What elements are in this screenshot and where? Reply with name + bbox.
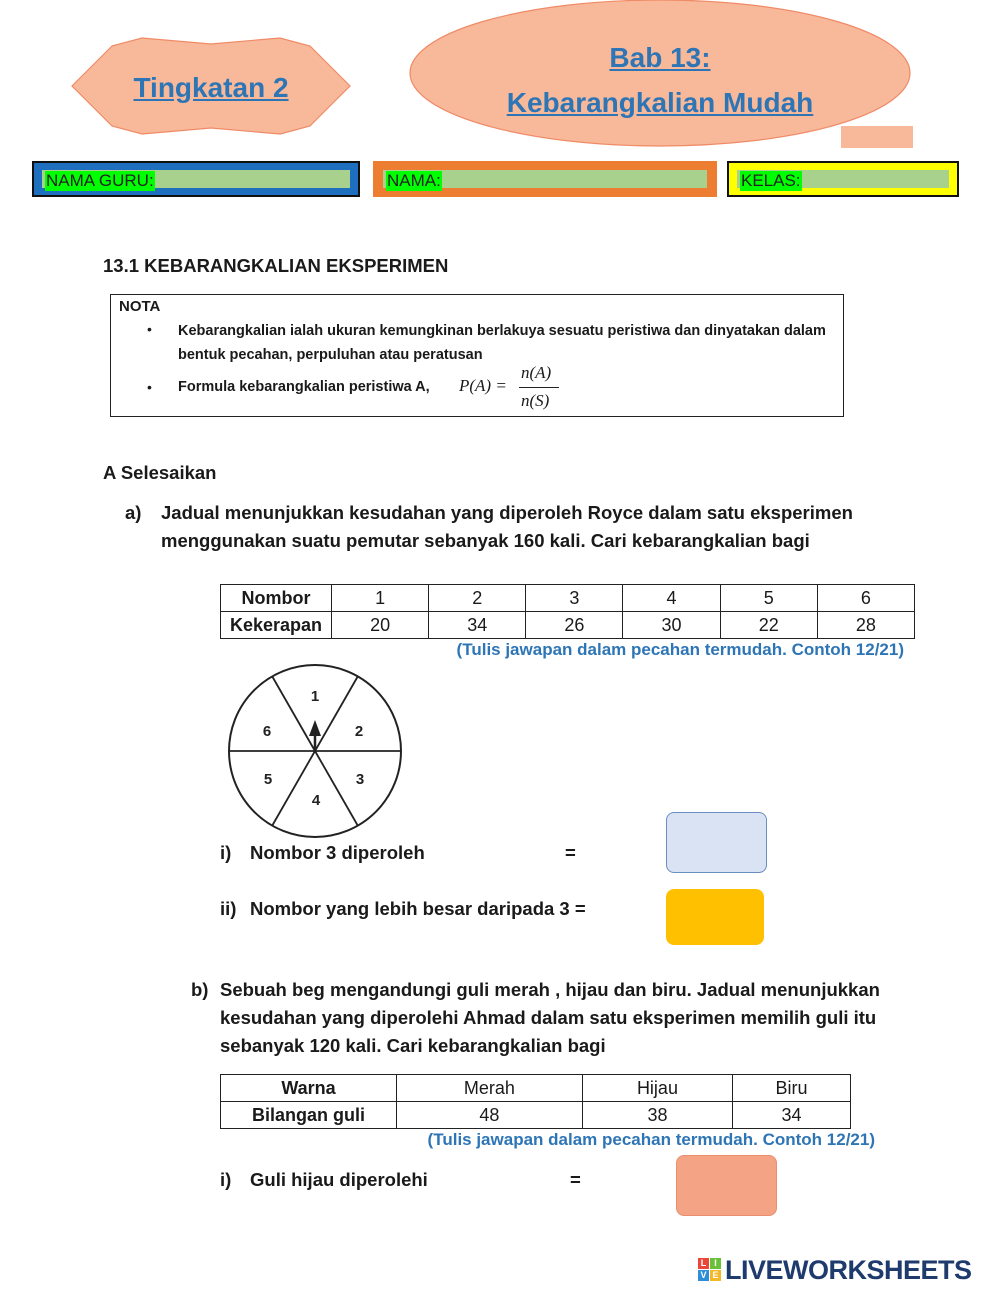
table-cell: 38	[582, 1102, 732, 1129]
question-a-ii-text: Nombor yang lebih besar daripada 3 =	[250, 898, 586, 919]
logo-wordmark: LIVEWORKSHEETS	[725, 1255, 972, 1285]
table-cell: 20	[332, 612, 429, 639]
task-heading: A Selesaikan	[103, 462, 217, 483]
table-cell: 2	[429, 585, 526, 612]
spinner-table	[220, 584, 915, 639]
class-field	[727, 161, 959, 197]
table-cell: 34	[429, 612, 526, 639]
table-cell: 6	[817, 585, 914, 612]
chapter-title-line1: Bab 13:	[609, 42, 711, 73]
teacher-name-field	[32, 161, 360, 197]
logo-letter: L	[698, 1258, 709, 1269]
table-cell: Hijau	[582, 1075, 732, 1102]
answer-box-b-i[interactable]	[676, 1155, 777, 1216]
spinner-diagram	[218, 664, 408, 844]
question-b-i-marker: i)	[220, 1169, 232, 1190]
formula-fraction-bar	[519, 387, 559, 388]
student-name-label: NAMA:	[387, 171, 441, 190]
table-cell: 4	[623, 585, 720, 612]
spinner-label: 1	[310, 688, 320, 705]
question-b-marker: b)	[191, 979, 209, 1000]
question-b-i-text: Guli hijau diperolehi	[250, 1169, 428, 1190]
spinner-label: 6	[262, 723, 272, 740]
table-cell: 48	[397, 1102, 583, 1129]
question-a-i-text: Nombor 3 diperoleh	[250, 842, 425, 863]
logo-letter: I	[710, 1258, 721, 1269]
spinner-label: 5	[263, 771, 273, 788]
question-b-hint: (Tulis jawapan dalam pecahan termudah. Contoh 12/21)	[427, 1130, 875, 1149]
teacher-name-label: NAMA GURU:	[46, 171, 154, 190]
student-name-field	[373, 161, 717, 197]
table-cell: 34	[733, 1102, 851, 1129]
table-cell: 26	[526, 612, 623, 639]
question-a-hint: (Tulis jawapan dalam pecahan termudah. Contoh 12/21)	[456, 640, 904, 659]
spinner-label: 4	[311, 792, 321, 809]
table-cell: 28	[817, 612, 914, 639]
table-cell: 3	[526, 585, 623, 612]
chapter-ellipse-shape	[405, 0, 920, 152]
table-header-number: Nombor	[221, 585, 332, 612]
question-b-i-equals: =	[570, 1169, 581, 1190]
class-label: KELAS:	[741, 171, 801, 190]
spinner-label: 2	[354, 723, 364, 740]
note-bullet-2: Formula kebarangkalian peristiwa A,	[178, 379, 430, 395]
spinner-label: 3	[355, 771, 365, 788]
table-cell: Biru	[733, 1075, 851, 1102]
formula-denominator: n(S)	[521, 391, 550, 410]
question-a-text: Jadual menunjukkan kesudahan yang diperoleh Royce dalam satu eksperimen menggunakan suatu pemutar sebanyak 160 kali. Cari kebarangkalian bagi	[161, 502, 853, 551]
question-a-ii-marker: ii)	[220, 898, 237, 919]
table-cell: Merah	[397, 1075, 583, 1102]
marble-table	[220, 1074, 851, 1129]
note-bullet-1: Kebarangkalian ialah ukuran kemungkinan berlakuya sesuatu peristiwa dan dinyatakan dalam bentuk pecahan, perpuluhan atau peratusan	[178, 323, 826, 363]
question-a-marker: a)	[125, 502, 142, 523]
note-box	[110, 294, 844, 417]
table-cell: 22	[720, 612, 817, 639]
logo-letter: V	[698, 1270, 709, 1281]
question-a-i-equals: =	[565, 842, 576, 863]
bullet-icon: •	[147, 379, 152, 395]
answer-box-a-i[interactable]	[666, 812, 767, 873]
note-heading: NOTA	[119, 298, 161, 315]
chapter-title-line2: Kebarangkalian Mudah	[506, 87, 814, 118]
formula-lhs: P(A) =	[459, 376, 507, 395]
logo-letter-grid	[698, 1258, 722, 1282]
bullet-icon: •	[147, 321, 152, 337]
table-header-count: Bilangan guli	[221, 1102, 397, 1129]
answer-box-a-ii[interactable]	[666, 889, 764, 945]
level-title: Tingkatan 2	[133, 72, 289, 103]
table-cell: 5	[720, 585, 817, 612]
table-cell: 30	[623, 612, 720, 639]
logo-letter: E	[710, 1270, 721, 1281]
question-a-i-marker: i)	[220, 842, 232, 863]
section-title: 13.1 KEBARANGKALIAN EKSPERIMEN	[103, 255, 449, 276]
formula-numerator: n(A)	[521, 363, 552, 382]
table-header-frequency: Kekerapan	[221, 612, 332, 639]
table-cell: 1	[332, 585, 429, 612]
question-b-text: Sebuah beg mengandungi guli merah , hijau dan biru. Jadual menunjukkan kesudahan yang diperolehi Ahmad dalam satu eksperimen memilih guli itu sebanyak 120 kali. Cari kebarangkalian bagi	[220, 979, 880, 1056]
table-header-color: Warna	[221, 1075, 397, 1102]
